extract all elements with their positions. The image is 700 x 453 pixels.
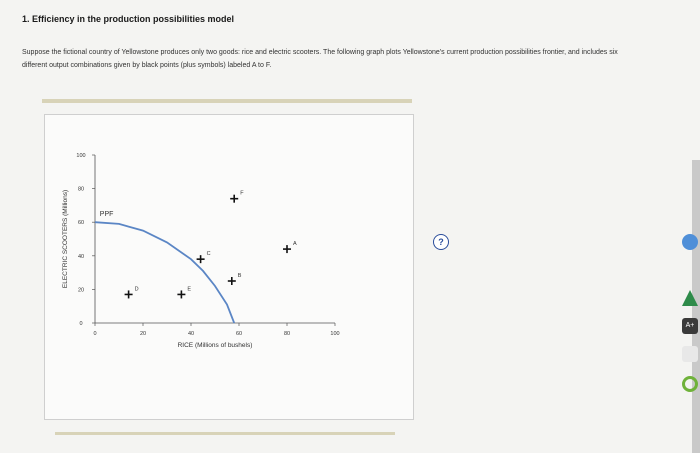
toolbar-plus-icon[interactable]: A+ <box>682 318 698 334</box>
x-tick-label: 60 <box>235 331 243 337</box>
point-f <box>230 191 244 203</box>
ppf-curve <box>95 222 234 323</box>
x-axis-label: RICE (Millions of bushels) <box>177 342 253 349</box>
y-tick-label: 80 <box>77 186 85 193</box>
toolbar-square-icon[interactable] <box>682 346 698 362</box>
graph-ticks <box>76 153 339 337</box>
point-d <box>125 286 139 298</box>
y-tick-label: 100 <box>76 153 86 159</box>
point-label: C <box>206 251 211 258</box>
y-axis-label: ELECTRIC SCOOTERS (Millions) <box>62 189 69 289</box>
divider-top <box>42 99 412 103</box>
graph-points <box>125 191 297 299</box>
x-tick-label: 100 <box>330 331 340 337</box>
side-toolbar <box>680 150 700 453</box>
point-label: E <box>187 286 192 293</box>
point-label: F <box>240 190 244 197</box>
y-tick-label: 0 <box>79 321 83 327</box>
point-b <box>228 273 242 285</box>
point-c <box>197 251 211 263</box>
toolbar-blue-icon[interactable] <box>682 234 698 250</box>
toolbar-ring-icon[interactable] <box>682 376 698 392</box>
question-heading: 1. Efficiency in the production possibilities model <box>22 14 235 24</box>
point-label: D <box>134 286 139 293</box>
point-label: B <box>237 273 242 279</box>
help-icon[interactable]: ? <box>433 234 449 250</box>
x-tick-label: 40 <box>187 331 195 337</box>
point-label: A <box>293 241 297 248</box>
x-tick-label: 0 <box>93 331 97 337</box>
y-tick-label: 20 <box>77 287 85 294</box>
y-tick-label: 40 <box>77 253 85 260</box>
y-tick-label: 60 <box>77 220 85 227</box>
point-e <box>177 286 191 298</box>
x-tick-label: 80 <box>283 331 291 337</box>
question-intro: Suppose the fictional country of Yellowstone produces only two goods: rice and electric scooters. The following graph plots Yellowstone's current production possibilities frontier, and includes six different output combinations given by black points (plus symbols) labeled A to F. <box>22 49 618 69</box>
graph-panel[interactable] <box>44 114 444 420</box>
divider-bottom <box>55 432 395 435</box>
point-a <box>283 241 297 253</box>
x-tick-label: 20 <box>139 331 147 337</box>
graph-axes <box>95 155 335 323</box>
toolbar-triangle-icon[interactable] <box>682 290 698 306</box>
ppf-curve-label: PPF <box>99 211 114 219</box>
ppf-graph[interactable] <box>45 115 415 421</box>
